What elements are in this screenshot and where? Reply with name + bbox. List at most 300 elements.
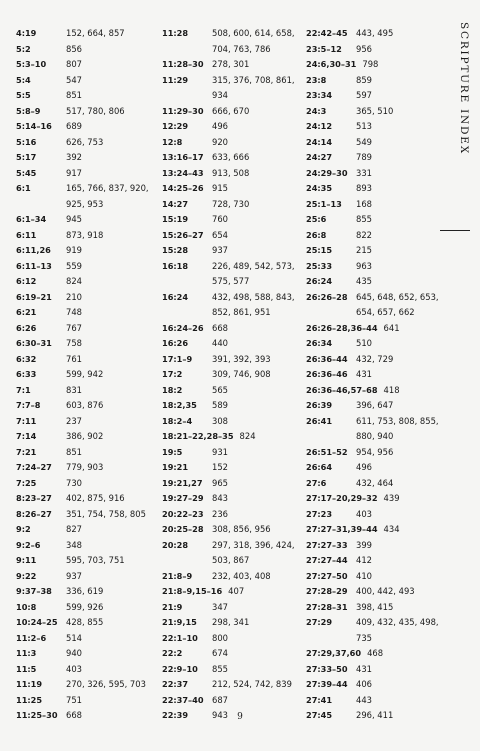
verse-reference: 6:11,26 xyxy=(16,245,51,255)
index-entry xyxy=(16,321,156,337)
page-number: 9 xyxy=(237,712,243,722)
index-entry xyxy=(306,414,446,445)
page-references: 432, 464 xyxy=(356,477,394,488)
index-entry xyxy=(16,460,156,476)
index-entry xyxy=(16,274,156,290)
verse-reference: 9:37–38 xyxy=(16,586,52,596)
verse-reference: 12:8 xyxy=(162,136,183,147)
index-entry xyxy=(306,259,446,275)
verse-reference: 27:28–29 xyxy=(306,586,348,596)
index-entry xyxy=(306,615,446,646)
verse-reference: 7:11 xyxy=(16,415,37,426)
index-entry xyxy=(306,646,446,662)
page-references: 435 xyxy=(356,276,372,286)
index-entry xyxy=(16,631,156,647)
index-entry xyxy=(16,352,156,368)
verse-reference: 19:5 xyxy=(162,446,183,457)
verse-reference: 12:29 xyxy=(162,121,189,131)
page-references: 913, 508 xyxy=(212,167,250,178)
page-references: 440 xyxy=(212,338,228,348)
page-references: 626, 753 xyxy=(66,136,104,147)
index-entry xyxy=(306,352,446,368)
verse-reference: 26:24 xyxy=(306,276,333,286)
index-entry xyxy=(16,600,156,616)
page-references: 919 xyxy=(66,245,82,255)
page-references: 410 xyxy=(356,570,372,581)
page-references: 278, 301 xyxy=(212,59,250,69)
index-entry xyxy=(306,42,446,58)
verse-reference: 11:29 xyxy=(162,74,189,85)
verse-reference: 24:12 xyxy=(306,121,333,131)
index-entry xyxy=(306,274,446,290)
verse-reference: 26:39 xyxy=(306,400,333,410)
index-column-3 xyxy=(306,26,446,724)
index-entry xyxy=(162,166,302,182)
index-entry xyxy=(306,398,446,414)
index-entry xyxy=(306,522,446,538)
page-references: 547 xyxy=(66,74,82,85)
page-references: 920 xyxy=(212,136,228,147)
verse-reference: 20:28 xyxy=(162,539,189,550)
index-entry xyxy=(16,73,156,89)
page-references: 937 xyxy=(212,245,228,255)
verse-reference: 22:1–10 xyxy=(162,632,198,643)
index-entry xyxy=(162,181,302,197)
index-entry xyxy=(162,150,302,166)
index-entry xyxy=(306,383,446,399)
verse-reference: 11:3 xyxy=(16,648,37,658)
index-entry xyxy=(16,135,156,151)
index-column-2 xyxy=(162,26,302,724)
page-references: 666, 670 xyxy=(212,105,250,116)
page-references: 315, 376, 708, 861, 934 xyxy=(212,74,295,100)
index-entry xyxy=(306,460,446,476)
page-references: 945 xyxy=(66,214,82,224)
verse-reference: 26:34 xyxy=(306,338,333,348)
verse-reference: 18:2,35 xyxy=(162,400,197,410)
page-references: 396, 647 xyxy=(356,400,394,410)
index-entry xyxy=(16,615,156,631)
verse-reference: 21:9,15 xyxy=(162,617,197,627)
page-references: 873, 918 xyxy=(66,229,104,240)
page-references: 336, 619 xyxy=(66,586,104,596)
page-references: 348 xyxy=(66,539,82,550)
verse-reference: 27:23 xyxy=(306,508,333,519)
index-entry xyxy=(306,57,446,73)
index-entry xyxy=(162,538,302,569)
page-references: 668 xyxy=(66,710,82,720)
page-references: 611, 753, 808, 855, 880, 940 xyxy=(356,415,439,441)
page-references: 418 xyxy=(383,384,400,395)
index-entry xyxy=(162,615,302,631)
verse-reference: 11:29–30 xyxy=(162,105,204,116)
verse-reference: 18:21–22,28–35 xyxy=(162,431,234,441)
verse-reference: 5:2 xyxy=(16,43,31,54)
page-references: 331 xyxy=(356,167,372,178)
verse-reference: 16:26 xyxy=(162,338,189,348)
index-entry xyxy=(306,26,446,42)
verse-reference: 7:21 xyxy=(16,446,37,457)
index-entry xyxy=(306,677,446,693)
verse-reference: 24:35 xyxy=(306,183,333,193)
verse-reference: 17:1–9 xyxy=(162,353,193,364)
page-references: 236 xyxy=(212,508,228,519)
index-entry xyxy=(162,398,302,414)
verse-reference: 23:5–12 xyxy=(306,43,342,54)
verse-reference: 11:28–30 xyxy=(162,59,204,69)
verse-reference: 24:27 xyxy=(306,152,333,162)
index-entry xyxy=(16,42,156,58)
page-references: 152 xyxy=(212,462,228,472)
index-entry xyxy=(162,677,302,693)
verse-reference: 21:8–9,15–16 xyxy=(162,586,223,596)
page-references: 406 xyxy=(356,679,372,689)
page-references: 915 xyxy=(212,183,228,193)
index-entry xyxy=(162,507,302,523)
page-references: 508, 600, 614, 658, 704, 763, 786 xyxy=(212,28,295,54)
index-entry xyxy=(306,553,446,569)
index-entry xyxy=(16,476,156,492)
index-entry xyxy=(16,212,156,228)
page-references: 297, 318, 396, 424, 503, 867 xyxy=(212,539,295,565)
index-entry xyxy=(16,662,156,678)
index-entry xyxy=(306,212,446,228)
index-entry xyxy=(16,445,156,461)
index-entry xyxy=(162,212,302,228)
verse-reference: 11:28 xyxy=(162,28,189,38)
verse-reference: 27:45 xyxy=(306,710,333,720)
page-references: 761 xyxy=(66,353,82,364)
verse-reference: 27:33–50 xyxy=(306,663,348,674)
page-references: 431 xyxy=(356,663,372,674)
index-entry xyxy=(306,476,446,492)
index-entry xyxy=(162,476,302,492)
page-references: 165, 766, 837, 920, 925, 953 xyxy=(66,183,149,209)
verse-reference: 7:24–27 xyxy=(16,462,52,472)
index-entry xyxy=(306,166,446,182)
verse-reference: 26:36–46 xyxy=(306,369,348,379)
index-entry xyxy=(162,104,302,120)
verse-reference: 8:26–27 xyxy=(16,508,52,519)
verse-reference: 19:21 xyxy=(162,462,189,472)
page-references: 689 xyxy=(66,121,82,131)
verse-reference: 6:11 xyxy=(16,229,37,240)
verse-reference: 18:2–4 xyxy=(162,415,193,426)
verse-reference: 6:26 xyxy=(16,322,37,333)
index-entry xyxy=(16,119,156,135)
page-references: 443, 495 xyxy=(356,28,394,38)
index-entry xyxy=(306,600,446,616)
page-references: 298, 341 xyxy=(212,617,250,627)
running-head-title: SCRIPTURE INDEX xyxy=(440,22,470,231)
index-entry xyxy=(162,57,302,73)
index-entry xyxy=(16,181,156,212)
index-entry xyxy=(16,693,156,709)
verse-reference: 22:9–10 xyxy=(162,663,198,674)
page-references: 730 xyxy=(66,477,82,488)
verse-reference: 11:2–6 xyxy=(16,632,47,643)
page-references: 212, 524, 742, 839 xyxy=(212,679,292,689)
page-references: 399 xyxy=(356,539,372,550)
index-entry xyxy=(16,243,156,259)
index-entry xyxy=(162,321,302,337)
index-entry xyxy=(16,336,156,352)
page-references: 409, 432, 435, 498, 735 xyxy=(356,617,439,643)
index-entry xyxy=(306,197,446,213)
page-references: 824 xyxy=(66,276,82,286)
index-entry xyxy=(162,414,302,430)
verse-reference: 27:39–44 xyxy=(306,679,348,689)
verse-reference: 21:9 xyxy=(162,601,183,612)
page-references: 565 xyxy=(212,384,228,395)
index-entry xyxy=(306,662,446,678)
page-references: 398, 415 xyxy=(356,601,394,612)
page-references: 855 xyxy=(356,214,372,224)
index-entry xyxy=(306,507,446,523)
verse-reference: 5:5 xyxy=(16,90,31,100)
verse-reference: 23:8 xyxy=(306,74,327,85)
index-entry xyxy=(16,584,156,600)
verse-reference: 24:29–30 xyxy=(306,167,348,178)
page-references: 402, 875, 916 xyxy=(66,493,125,503)
verse-reference: 18:2 xyxy=(162,384,183,395)
verse-reference: 25:15 xyxy=(306,245,333,255)
verse-reference: 16:24 xyxy=(162,291,189,302)
verse-reference: 22:2 xyxy=(162,648,183,658)
verse-reference: 9:2–6 xyxy=(16,539,41,550)
index-entry xyxy=(162,646,302,662)
verse-reference: 5:16 xyxy=(16,136,37,147)
verse-reference: 26:36–44 xyxy=(306,353,348,364)
page-references: 807 xyxy=(66,59,82,69)
page-references: 937 xyxy=(66,570,82,581)
page-references: 152, 664, 857 xyxy=(66,28,125,38)
verse-reference: 15:19 xyxy=(162,214,189,224)
page-references: 237 xyxy=(66,415,82,426)
verse-reference: 24:14 xyxy=(306,136,333,147)
page-references: 589 xyxy=(212,400,228,410)
index-entry xyxy=(16,414,156,430)
page-references: 347 xyxy=(212,601,228,612)
page-references: 940 xyxy=(66,648,82,658)
page-references: 309, 746, 908 xyxy=(212,369,271,379)
index-entry xyxy=(306,491,446,507)
verse-reference: 27:28–31 xyxy=(306,601,348,612)
page-references: 748 xyxy=(66,307,82,317)
index-entry xyxy=(306,693,446,709)
verse-reference: 11:19 xyxy=(16,679,43,689)
verse-reference: 6:30–31 xyxy=(16,338,52,348)
verse-reference: 22:42–45 xyxy=(306,28,348,38)
verse-reference: 6:33 xyxy=(16,369,37,379)
verse-reference: 27:27–31,39–44 xyxy=(306,524,378,534)
index-entry xyxy=(16,383,156,399)
index-entry xyxy=(16,305,156,321)
page-references: 391, 392, 393 xyxy=(212,353,271,364)
index-column-1 xyxy=(16,26,156,724)
verse-reference: 5:17 xyxy=(16,152,37,162)
page-references: 758 xyxy=(66,338,82,348)
verse-reference: 7:25 xyxy=(16,477,37,488)
verse-reference: 22:37–40 xyxy=(162,694,204,705)
page-references: 439 xyxy=(383,493,400,503)
verse-reference: 21:8–9 xyxy=(162,570,193,581)
verse-reference: 5:14–16 xyxy=(16,121,52,131)
index-entry xyxy=(306,228,446,244)
index-entry xyxy=(16,522,156,538)
verse-reference: 27:29,37,60 xyxy=(306,648,362,658)
page-references: 595, 703, 751 xyxy=(66,555,125,565)
index-entry xyxy=(162,119,302,135)
page-references: 767 xyxy=(66,322,82,333)
page-references: 633, 666 xyxy=(212,152,250,162)
index-entry xyxy=(162,445,302,461)
page-references: 831 xyxy=(66,384,82,395)
page-references: 597 xyxy=(356,90,372,100)
page-references: 827 xyxy=(66,524,82,534)
verse-reference: 24:3 xyxy=(306,105,327,116)
page-references: 468 xyxy=(367,648,384,658)
verse-reference: 26:51–52 xyxy=(306,446,348,457)
page-references: 434 xyxy=(383,524,400,534)
index-entry xyxy=(162,491,302,507)
page-references: 365, 510 xyxy=(356,105,394,116)
verse-reference: 16:18 xyxy=(162,260,189,271)
page-references: 496 xyxy=(212,121,228,131)
page-references: 674 xyxy=(212,648,228,658)
index-entry xyxy=(162,600,302,616)
page-references: 851 xyxy=(66,446,82,457)
verse-reference: 5:3–10 xyxy=(16,59,47,69)
page-references: 654 xyxy=(212,229,228,240)
verse-reference: 13:16–17 xyxy=(162,152,204,162)
verse-reference: 6:1 xyxy=(16,183,31,193)
page-references: 308 xyxy=(212,415,228,426)
page-references: 549 xyxy=(356,136,372,147)
page-references: 851 xyxy=(66,90,82,100)
index-entry xyxy=(162,228,302,244)
index-entry xyxy=(306,88,446,104)
verse-reference: 5:8–9 xyxy=(16,105,41,116)
page-references: 400, 442, 493 xyxy=(356,586,415,596)
page-references: 855 xyxy=(212,663,228,674)
page-references: 760 xyxy=(212,214,228,224)
index-entry xyxy=(16,104,156,120)
index-entry xyxy=(162,367,302,383)
verse-reference: 6:1–34 xyxy=(16,214,47,224)
page-references: 603, 876 xyxy=(66,400,104,410)
index-entry xyxy=(16,507,156,523)
page-references: 210 xyxy=(66,291,82,302)
page-references: 270, 326, 595, 703 xyxy=(66,679,146,689)
verse-reference: 25:1–13 xyxy=(306,198,342,209)
page-references: 859 xyxy=(356,74,372,85)
page-references: 965 xyxy=(212,477,228,488)
index-entry xyxy=(306,243,446,259)
page-references: 893 xyxy=(356,183,372,193)
page-references: 645, 648, 652, 653, 654, 657, 662 xyxy=(356,291,439,317)
page-references: 779, 903 xyxy=(66,462,104,472)
index-entry xyxy=(306,150,446,166)
verse-reference: 26:8 xyxy=(306,229,327,240)
index-entry xyxy=(306,584,446,600)
index-entry xyxy=(16,259,156,275)
page-references: 514 xyxy=(66,632,82,643)
verse-reference: 10:8 xyxy=(16,601,37,612)
index-entry xyxy=(16,538,156,554)
page-references: 824 xyxy=(239,431,256,441)
index-entry xyxy=(162,522,302,538)
verse-reference: 6:21 xyxy=(16,307,37,317)
page-references: 800 xyxy=(212,632,228,643)
index-entry xyxy=(16,228,156,244)
index-entry xyxy=(16,26,156,42)
index-entry xyxy=(162,336,302,352)
verse-reference: 7:14 xyxy=(16,431,37,441)
page-references: 403 xyxy=(356,508,372,519)
index-entry xyxy=(306,104,446,120)
page-references: 232, 403, 408 xyxy=(212,570,271,581)
page-references: 517, 780, 806 xyxy=(66,105,125,116)
verse-reference: 27:27–44 xyxy=(306,555,348,565)
index-entry xyxy=(306,336,446,352)
index-entry xyxy=(162,259,302,290)
verse-reference: 27:29 xyxy=(306,617,333,627)
index-entry xyxy=(162,197,302,213)
verse-reference: 20:25–28 xyxy=(162,524,204,534)
verse-reference: 26:41 xyxy=(306,415,333,426)
verse-reference: 6:11–13 xyxy=(16,260,52,271)
index-entry xyxy=(16,398,156,414)
verse-reference: 27:27–50 xyxy=(306,570,348,581)
verse-reference: 25:6 xyxy=(306,214,327,224)
verse-reference: 6:19–21 xyxy=(16,291,52,302)
verse-reference: 5:45 xyxy=(16,167,37,178)
page-references: 407 xyxy=(228,586,245,596)
page-references: 687 xyxy=(212,694,228,705)
verse-reference: 22:39 xyxy=(162,710,189,720)
page-references: 943 xyxy=(212,710,228,720)
page-references: 822 xyxy=(356,229,372,240)
index-entry xyxy=(162,631,302,647)
index-entry xyxy=(162,26,302,57)
verse-reference: 15:28 xyxy=(162,245,189,255)
index-entry xyxy=(162,693,302,709)
index-entry xyxy=(162,662,302,678)
verse-reference: 26:36–46,57–68 xyxy=(306,384,378,395)
page-references: 856 xyxy=(66,43,82,54)
index-entry xyxy=(162,352,302,368)
verse-reference: 13:24–43 xyxy=(162,167,204,178)
verse-reference: 11:25–30 xyxy=(16,710,58,720)
page-references: 496 xyxy=(356,462,372,472)
page-references: 956 xyxy=(356,43,372,54)
verse-reference: 22:37 xyxy=(162,679,189,689)
verse-reference: 14:27 xyxy=(162,198,189,209)
page-references: 931 xyxy=(212,446,228,457)
verse-reference: 19:21,27 xyxy=(162,477,203,488)
verse-reference: 27:41 xyxy=(306,694,333,705)
index-entry xyxy=(162,569,302,585)
page-references: 954, 956 xyxy=(356,446,394,457)
page-references: 351, 754, 758, 805 xyxy=(66,508,146,519)
page-references: 917 xyxy=(66,167,82,178)
page-references: 963 xyxy=(356,260,372,271)
verse-reference: 27:6 xyxy=(306,477,327,488)
index-entry xyxy=(16,491,156,507)
page-references: 798 xyxy=(362,59,379,69)
index-entry xyxy=(306,181,446,197)
